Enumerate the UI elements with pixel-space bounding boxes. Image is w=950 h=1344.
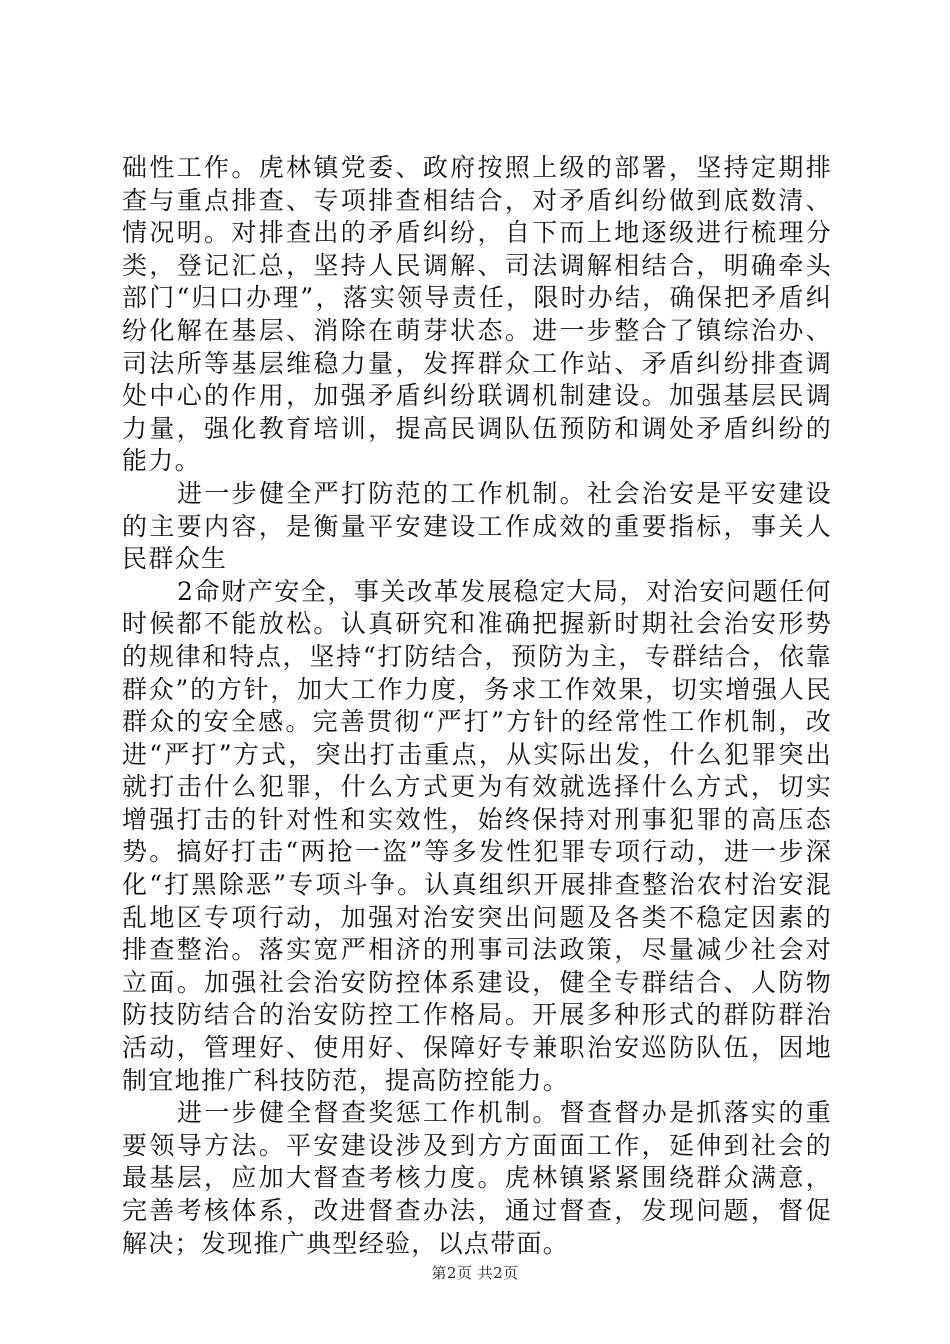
paragraph-supervision: 进一步健全督查奖惩工作机制。督查督办是抓落实的重要领导方法。平安建设涉及到方方面面工作，延伸到社会的最基层，应加大督查考核力度。虎林镇紧紧围绕群众满意，完善考核体系，改进督查办法，通过督查，发现问题，督促解决；发现推广典型经验，以点带面。: [122, 1098, 832, 1258]
paragraph-strike-prevention: 进一步健全严打防范的工作机制。社会治安是平安建设的主要内容，是衡量平安建设工作成效的重要指标，事关人民群众生: [122, 478, 832, 574]
paragraph-continued: 础性工作。虎林镇党委、政府按照上级的部署，坚持定期排查与重点排查、专项排查相结合，对矛盾纠纷做到底数清、情况明。对排查出的矛盾纠纷，自下而上地逐级进行梳理分类，登记汇总，坚持人民调解、司法调解相结合，明确牵头部门“归口办理”，落实领导责任，限时办结，确保把矛盾纠纷化解在基层、消除在萌芽状态。进一步整合了镇综治办、司法所等基层维稳力量，发挥群众工作站、矛盾纠纷排查调处中心的作用，加强矛盾纠纷联调机制建设。加强基层民调力量，强化教育培训，提高民调队伍预防和调处矛盾纠纷的能力。: [122, 153, 832, 476]
paragraph-public-security: 2命财产安全，事关改革发展稳定大局，对治安问题任何时候都不能放松。认真研究和准确把握新时期社会治安形势的规律和特点，坚持“打防结合，预防为主，专群结合，依靠群众”的方针，加大工作力度，务求工作效果，切实增强人民群众的安全感。完善贯彻“严打”方针的经常性工作机制，改进“严打”方式，突出打击重点，从实际出发，什么犯罪突出就打击什么犯罪，什么方式更为有效就选择什么方式，切实增强打击的针对性和实效性，始终保持对刑事犯罪的高压态势。搞好打击“两抢一盗”等多发性犯罪专项行动，进一步深化“打黑除恶”专项斗争。认真组织开展排查整治农村治安混乱地区专项行动，加强对治安突出问题及各类不稳定因素的排查整治。落实宽严相济的刑事司法政策，尽量减少社会对立面。加强社会治安防控体系建设，健全专群结合、人防物防技防结合的治安防控工作格局。开展多种形式的群防群治活动，管理好、使用好、保障好专兼职治安巡防队伍，因地制宜地推广科技防范，提高防控能力。: [122, 576, 832, 1095]
page-number: 第2页 共2页: [431, 1264, 519, 1282]
page-footer: [0, 1263, 950, 1283]
document-body: [122, 152, 832, 1260]
